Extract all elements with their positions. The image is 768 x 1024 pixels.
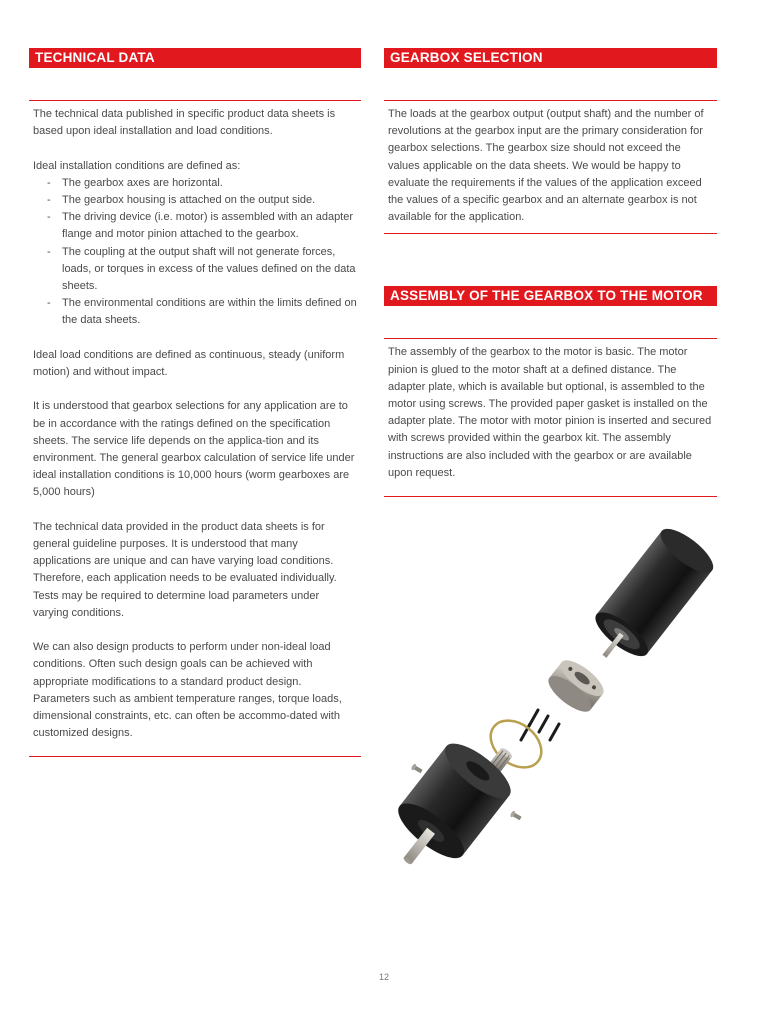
exploded-assembly-figure: [388, 520, 718, 900]
gearbox-selection-section: [384, 48, 717, 234]
exploded-motor-gearbox-assembly-icon: [388, 520, 718, 900]
motor: [579, 522, 718, 676]
screws: [521, 710, 559, 740]
paragraph: It is understood that gearbox selections for any application are to be in accordance with the ratings defined on the specification sheets. The service life depends on the applica-tion and its environment. The general gearbox calculation of service life under ideal installation conditions is 10,000 hours (worm gearboxes are 5,000 hours): [33, 400, 355, 499]
list-item: - The coupling at the output shaft will not generate forces, loads, or torques in excess of the values defined on the data sheets.: [33, 244, 357, 296]
section-divider: [384, 233, 717, 234]
technical-data-body: [29, 106, 361, 742]
section-divider: [29, 100, 361, 101]
paragraph: The technical data published in specific product data sheets is based upon ideal installation and load conditions.: [33, 108, 336, 138]
installation-conditions-list: [33, 175, 357, 330]
list-item: - The driving device (i.e. motor) is assembled with an adapter flange and motor pinion attached to the gearbox.: [33, 209, 357, 243]
paragraph: Ideal load conditions are defined as continuous, steady (uniform motion) and without impact.: [33, 348, 345, 379]
section-divider: [29, 756, 361, 757]
list-item: - The gearbox housing is attached on the output side.: [33, 192, 357, 209]
technical-data-section: [29, 48, 361, 757]
section-divider: [384, 338, 717, 339]
list-item: - The gearbox axes are horizontal.: [33, 175, 357, 192]
paragraph: Ideal installation conditions are defined as:: [33, 159, 241, 172]
list-item: - The environmental conditions are within the limits defined on the data sheets.: [33, 295, 357, 329]
right-column: [384, 48, 717, 497]
gearbox-selection-body: [384, 106, 717, 226]
adapter-plate: [543, 654, 609, 718]
assembly-body: [384, 344, 717, 482]
paragraph: We can also design products to perform under non-ideal load conditions. Often such design goals can be achieved with appropriate modifications to a standard product design. Parameters such as ambient temperature ranges, torque loads, dimensional constraints, etc. can often be accommo-dated with customized designs.: [33, 641, 342, 740]
section-divider: [384, 100, 717, 101]
assembly-section: [384, 286, 717, 497]
page-number: 12: [378, 972, 389, 982]
assembly-heading: ASSEMBLY OF THE GEARBOX TO THE MOTOR: [384, 286, 717, 306]
technical-data-heading: TECHNICAL DATA: [29, 48, 361, 68]
section-divider: [384, 496, 717, 497]
gearbox-selection-heading: GEARBOX SELECTION: [384, 48, 717, 68]
paragraph: The loads at the gearbox output (output shaft) and the number of revolutions at the gearbox input are the primary consideration for gearbox selections. The gearbox size should not exceed the values applicable on the data sheets. We would be happy to evaluate the requirements if the values of the application exceed the values of a specific gearbox and an alternate gearbox is not available for the application.: [388, 108, 704, 224]
paragraph: The technical data provided in the product data sheets is for general guideline purposes. It is understood that many applications are unique and can have varying load conditions. Therefore, each application needs to be evaluated individually. Tests may be required to determine load parameters under varying conditions.: [33, 520, 337, 619]
paragraph: The assembly of the gearbox to the motor is basic. The motor pinion is glued to the motor shaft at a defined distance. The adapter plate, which is available but optional, is assembled to the motor using screws. The provided paper gasket is installed on the adapter plate. The motor with motor pinion is inserted and secured with screws provided within the gearbox kit. The assembly instructions are also included with the gearbox or are available upon request.: [388, 346, 712, 479]
